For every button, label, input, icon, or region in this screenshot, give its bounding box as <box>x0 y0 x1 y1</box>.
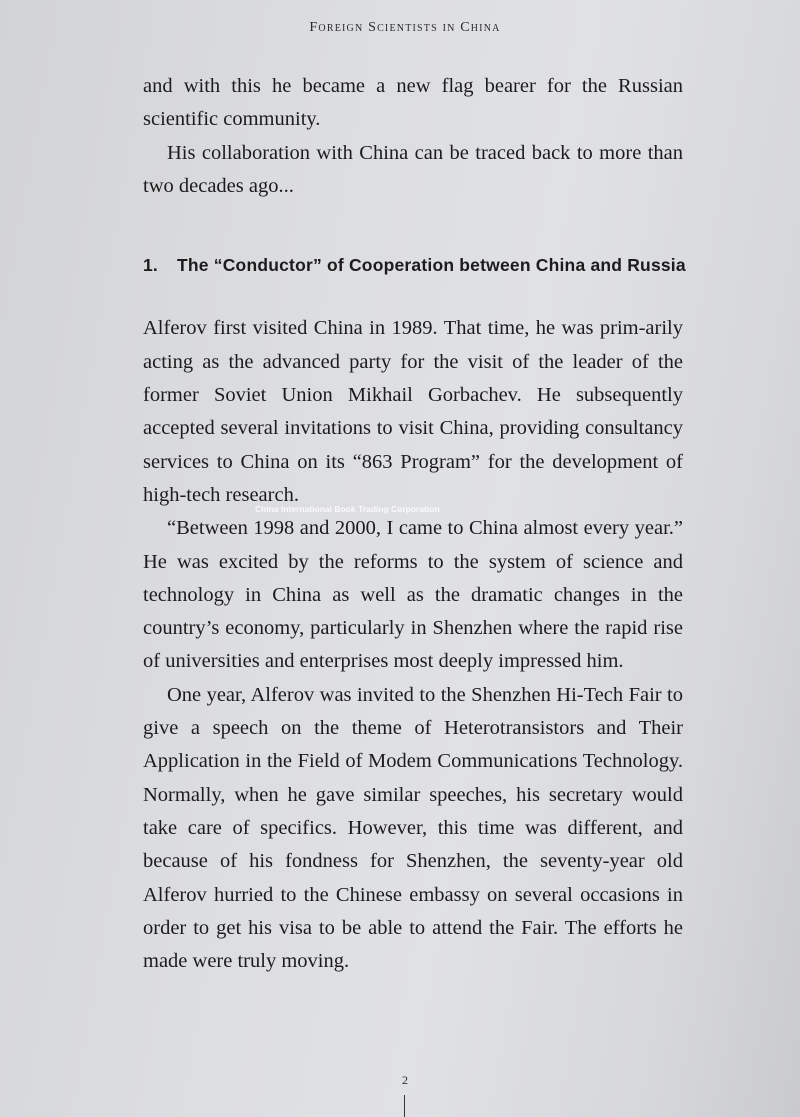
running-header: Foreign Scientists in China <box>309 20 501 35</box>
watermark: China International Book Trading Corporation <box>255 504 440 514</box>
page-number: 2 <box>402 1073 408 1087</box>
paragraph-section-1: Alferov first visited China in 1989. That time, he was prim-arily acting as the advanced party for the visit of the leader of the former Soviet Union Mikhail Gorbachev. He subsequently accepted several invitations to visit China, providing consultancy services to China on its “863 Program” for the development of high-tech research. <box>143 317 683 506</box>
body-text <box>143 70 686 978</box>
section-number: 1. <box>143 255 158 276</box>
section-heading <box>143 249 686 282</box>
paragraph-section-3: One year, Alferov was invited to the Shenzhen Hi-Tech Fair to give a speech on the theme of Heterotransistors and Their Application in the Field of Modem Communications Technology. Normally, when he gave similar speeches, his secretary would take care of specifics. However, this time was different, and because of his fondness for Shenzhen, the seventy-year old Alferov hurried to the Chinese embassy on several occasions in order to get his visa to be able to attend the Fair. The efforts he made were truly moving. <box>143 683 683 973</box>
paragraph-intro-2: His collaboration with China can be traced back to more than two decades ago... <box>143 141 683 197</box>
paragraph-intro-1: and with this he became a new flag bearer for the Russian scientific community. <box>143 75 683 131</box>
spine-mark <box>404 1095 405 1117</box>
paragraph-section-2: “Between 1998 and 2000, I came to China almost every year.” He was excited by the reforms to the system of science and technology in China as well as the dramatic changes in the country’s economy, particularly in Shenzhen where the rapid rise of universities and enterprises most deeply impressed him. <box>143 517 683 673</box>
section-title: The “Conductor” of Cooperation between China and Russia <box>177 255 686 276</box>
